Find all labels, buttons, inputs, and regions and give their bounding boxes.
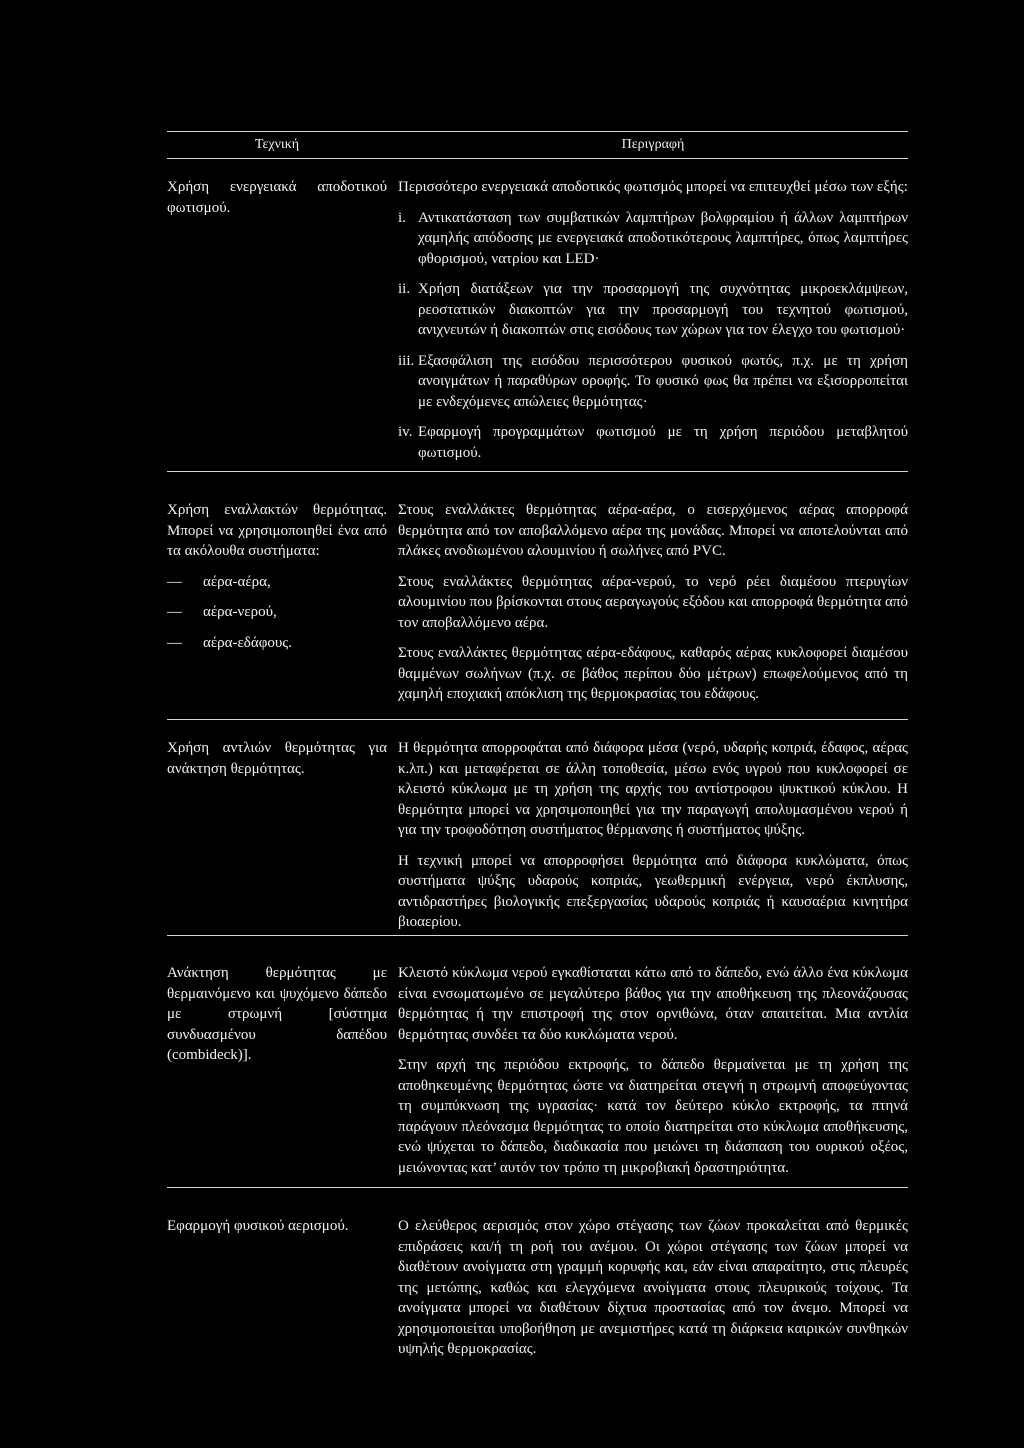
- list-item-text: Εφαρμογή προγραμμάτων φωτισμού με τη χρήση περιόδου μεταβλητού φωτισμού.: [418, 424, 908, 461]
- table-row: [167, 472, 908, 719]
- row-description: [398, 963, 908, 1178]
- row-paragraph: Στους εναλλάκτες θερμότητας αέρα-εδάφους, καθαρός αέρας κυκλοφορεί διαμέσου θαμμένων σωλήνων (π.χ. σε βάθος περίπου δύο μέτρων) επωφελούμενος από τη χαμηλή εποχιακή απόκλιση της θερμοκρασίας του εδάφους.: [398, 645, 908, 702]
- roman-list: [398, 208, 908, 464]
- row-description: [398, 738, 908, 933]
- row-paragraph: Ο ελεύθερος αερισμός στον χώρο στέγασης των ζώων προκαλείται από θερμικές επιδράσεις και/ή τη ροή του ανέμου. Οι χώροι στέγασης των ζώων μπορεί να διαθέτουν ανοίγματα στη γραμμή κορυφής και, εάν είναι απαραίτητο, στις πλευρές της μετώπης, καθώς και ελεγχόμενα ανοίγματα στους πλευρικούς τοίχους. Τα ανοίγματα μπορεί να διαθέτουν δίχτυα προστασίας από τον άνεμο. Μπορεί να χρησιμοποιείται υποβοήθηση με ανεμιστήρες κατά τη διάρκεια καιρικών συνθηκών υψηλής θερμοκρασίας.: [398, 1218, 908, 1357]
- row-paragraph: Στην αρχή της περιόδου εκτροφής, το δάπεδο θερμαίνεται με τη χρήση της αποθηκευμένης θερμότητας ώστε να διατηρείται στεγνή η στρωμνή αποφεύγοντας τη συμπύκνωση της υγρασίας· κατά τον δεύτερο κύκλο εκτροφής, τα πτηνά παράγουν πλεόνασμα θερμότητας το οποίο διατηρείται στο κύκλωμα αποθήκευσης, ενώ ψύχεται το δάπεδο, διαδικασία που μειώνει τη διάσπαση του ουρικού οξέος, μειώνοντας κατ’ αυτόν τον τρόπο τη μικροβιακή δραστηριότητα.: [398, 1057, 908, 1176]
- list-item-text: Εξασφάλιση της εισόδου περισσότερου φυσικού φωτός, π.χ. με τη χρήση ανοιγμάτων ή παραθύρων οροφής. Το φυσικό φως θα πρέπει να εξισορροπείται με ενδεχόμενες απώλειες θερμότητας·: [418, 352, 908, 410]
- header-description: Περιγραφή: [621, 136, 685, 152]
- header-technique: Τεχνική: [254, 136, 300, 152]
- list-item: [167, 633, 387, 654]
- list-item-text: αέρα-αέρα,: [203, 573, 271, 590]
- row-description: [398, 500, 908, 705]
- table-row: [167, 936, 908, 1187]
- row-paragraph: Στους εναλλάκτες θερμότητας αέρα-νερού, το νερό ρέει διαμέσου πτερυγίων αλουμινίου που βρίσκονται στους αεραγωγούς εξόδου και απορροφά θερμότητα από τον αποβαλλόμενο αέρα.: [398, 573, 908, 631]
- row-technique: Χρήση ενεργειακά αποδοτικού φωτισμού.: [167, 179, 387, 216]
- table-row: [167, 1188, 908, 1360]
- dash-mark: —: [167, 634, 182, 651]
- row-technique: Χρήση αντλιών θερμότητας για ανάκτηση θερμότητας.: [167, 740, 387, 777]
- dash-list: [167, 572, 387, 654]
- list-item: [398, 208, 908, 270]
- row-description: [398, 1216, 908, 1360]
- list-item-text: αέρα-εδάφους.: [203, 634, 292, 651]
- list-item-number: ii.: [398, 281, 411, 297]
- list-item-number: iii.: [398, 352, 415, 369]
- list-item-number: iv.: [398, 424, 413, 440]
- row-paragraph: Η θερμότητα απορροφάται από διάφορα μέσα (νερό, υδαρής κοπριά, έδαφος, αέρας κ.λπ.) και μεταφέρεται σε άλλη τοποθεσία, μέσω ενός υγρού που κυκλοφορεί σε κλειστό κύκλωμα με τη χρήση της αρχής του αντίστροφου ψυκτικού κύκλου. Η θερμότητα μπορεί να χρησιμοποιηθεί για την παραγωγή απολυμασμένου νερού ή για την τροφοδότηση συστήματος θέρμανσης ή συστήματος ψύξης.: [398, 740, 908, 838]
- techniques-table: [167, 131, 908, 1360]
- row-technique: [167, 500, 387, 663]
- list-item: [398, 422, 908, 463]
- row-paragraph: Κλειστό κύκλωμα νερού εγκαθίσταται κάτω από το δάπεδο, ενώ άλλο ένα κύκλωμα είναι ενσωματωμένο σε μεγαλύτερο βάθος για την αποθήκευση της πλεονάζουσας θερμότητας ή την επιστροφή της στον ορνιθώνα, όταν απαιτείται. Μια αντλία θερμότητας συνδέει τα δύο κυκλώματα νερού.: [398, 965, 908, 1043]
- list-item: [167, 572, 387, 593]
- list-item-text: αέρα-νερού,: [203, 604, 277, 620]
- list-item-text: Αντικατάσταση των συμβατικών λαμπτήρων βολφραμίου ή άλλων λαμπτήρων χαμηλής απόδοσης με ενεργειακά αποδοτικότερους λαμπτήρες, όπως λαμπτήρες φθορισμού, νατρίου και LED·: [418, 209, 908, 267]
- dash-mark: —: [167, 573, 182, 590]
- row-technique: Εφαρμογή φυσικού αερισμού.: [167, 1218, 349, 1234]
- row-paragraph: Στους εναλλάκτες θερμότητας αέρα-αέρα, ο εισερχόμενος αέρας απορροφά θερμότητα από τον αποβαλλόμενο αέρα της μονάδας. Μπορεί να αποτελούνται από πλάκες ανοδιωμένου αλουμινίου ή σωλήνες από PVC.: [398, 502, 908, 559]
- table-header: [167, 132, 908, 158]
- table-row: [167, 720, 908, 935]
- row-technique-text: Χρήση εναλλακτών θερμότητας. Μπορεί να χρησιμοποιηθεί ένα από τα ακόλουθα συστήματα:: [167, 502, 387, 559]
- row-paragraph: Η τεχνική μπορεί να απορροφήσει θερμότητα από διάφορα κυκλώματα, όπως συστήματα ψύξης υδαρούς κοπριάς, γεωθερμική ενέργεια, νερό έκπλυσης, αντιδραστήρες βιολογικής επεξεργασίας υδαρούς κοπριάς ή καυσαέρια κινητήρα βιοαερίου.: [398, 852, 908, 930]
- list-item: [398, 351, 908, 413]
- list-item-text: Χρήση διατάξεων για την προσαρμογή της συχνότητας μικροεκλάμψεων, ρεοστατικών διακοπτών για την προσαρμογή του τεχνητού φωτισμού, ανιχνευτών ή διακοπτών στις εισόδους των χώρων για τον έλεγχο του φωτισμού·: [418, 281, 908, 338]
- table-row: [167, 159, 908, 471]
- row-technique: Ανάκτηση θερμότητας με θερμαινόμενο και ψυχόμενο δάπεδο με στρωμνή [σύστημα συνδυασμένου δαπέδου (combideck)].: [167, 965, 387, 1063]
- row-intro: Περισσότερο ενεργειακά αποδοτικός φωτισμός μπορεί να επιτευχθεί μέσω των εξής:: [398, 179, 908, 195]
- dash-mark: —: [167, 604, 182, 620]
- row-description: [398, 177, 908, 463]
- list-item: [398, 279, 908, 341]
- list-item-number: i.: [398, 209, 406, 226]
- list-item: [167, 602, 387, 623]
